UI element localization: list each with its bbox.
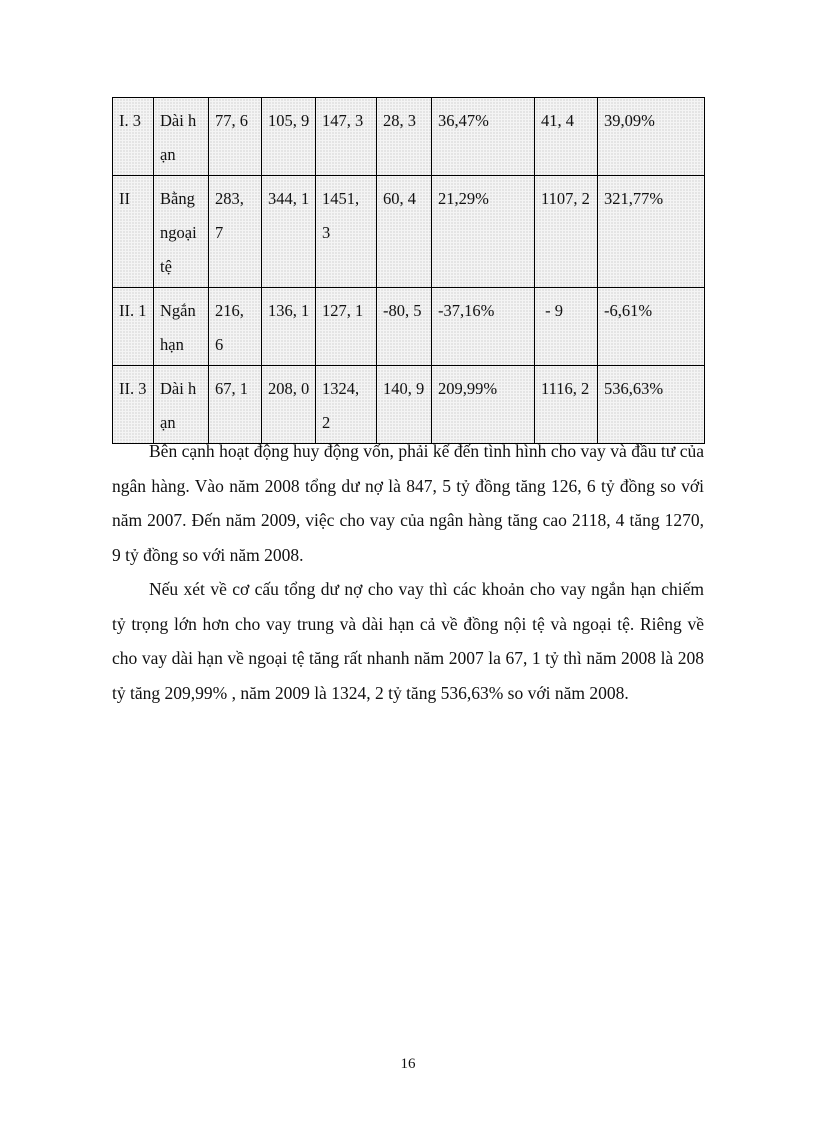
paragraph: Nếu xét về cơ cấu tổng dư nợ cho vay thì các khoản cho vay ngắn hạn chiếm tỷ trọng lớn hơn cho vay trung và dài hạn cả về đồng nội tệ và ngoại tệ. Riêng về cho vay dài hạn về ngoại tệ tăng rất nhanh năm 2007 la 67, 1 tỷ thì năm 2008 là 208 tỷ tăng 209,99% , năm 2009 là 1324, 2 tỷ tăng 536,63% so với năm 2008. [112, 579, 704, 703]
table-row [113, 98, 705, 176]
table-cell: Dài hạn [154, 98, 209, 176]
table-cell: 283, 7 [209, 176, 262, 288]
table-cell: I. 3 [113, 98, 154, 176]
table-cell: Ngắn hạn [154, 288, 209, 366]
table-cell: 21,29% [432, 176, 535, 288]
table-cell: 216, 6 [209, 288, 262, 366]
table-cell: 60, 4 [377, 176, 432, 288]
page-number: 16 [400, 1056, 416, 1072]
table-cell: Dài hạn [154, 366, 209, 444]
table-cell: 1451, 3 [316, 176, 377, 288]
table-cell: 136, 1 [262, 288, 316, 366]
table-cell: 536,63% [598, 366, 705, 444]
table-cell: 147, 3 [316, 98, 377, 176]
table-row [113, 366, 705, 444]
table-row [113, 176, 705, 288]
table-cell: 41, 4 [535, 98, 598, 176]
table-cell: 1324, 2 [316, 366, 377, 444]
table-cell: -80, 5 [377, 288, 432, 366]
table-cell: 127, 1 [316, 288, 377, 366]
table-cell: II. 3 [113, 366, 154, 444]
table-cell: 67, 1 [209, 366, 262, 444]
table-cell: II [113, 176, 154, 288]
paragraph: Bên cạnh hoạt động huy động vốn, phải kể đến tình hình cho vay và đầu tư của ngân hàng. Vào năm 2008 tổng dư nợ là 847, 5 tỷ đồng tăng 126, 6 tỷ đồng so với năm 2007. Đến năm 2009, việc cho vay của ngân hàng tăng cao 2118, 4 tăng 1270, 9 tỷ đồng so với năm 2008. [112, 441, 704, 565]
body-text [112, 434, 704, 710]
table-cell: 321,77% [598, 176, 705, 288]
table-cell: 39,09% [598, 98, 705, 176]
table-cell: 28, 3 [377, 98, 432, 176]
loan-table [112, 97, 705, 444]
table-cell: 209,99% [432, 366, 535, 444]
table-cell: -6,61% [598, 288, 705, 366]
table-cell: 140, 9 [377, 366, 432, 444]
table-cell: 208, 0 [262, 366, 316, 444]
table-cell: 1116, 2 [535, 366, 598, 444]
table-cell: - 9 [535, 288, 598, 366]
table-cell: 105, 9 [262, 98, 316, 176]
table-cell: 77, 6 [209, 98, 262, 176]
table-row [113, 288, 705, 366]
table-cell: 36,47% [432, 98, 535, 176]
table-cell: Bằng ngoại tệ [154, 176, 209, 288]
table-cell: 344, 1 [262, 176, 316, 288]
table-cell: 1107, 2 [535, 176, 598, 288]
table-cell: -37,16% [432, 288, 535, 366]
table-cell: II. 1 [113, 288, 154, 366]
